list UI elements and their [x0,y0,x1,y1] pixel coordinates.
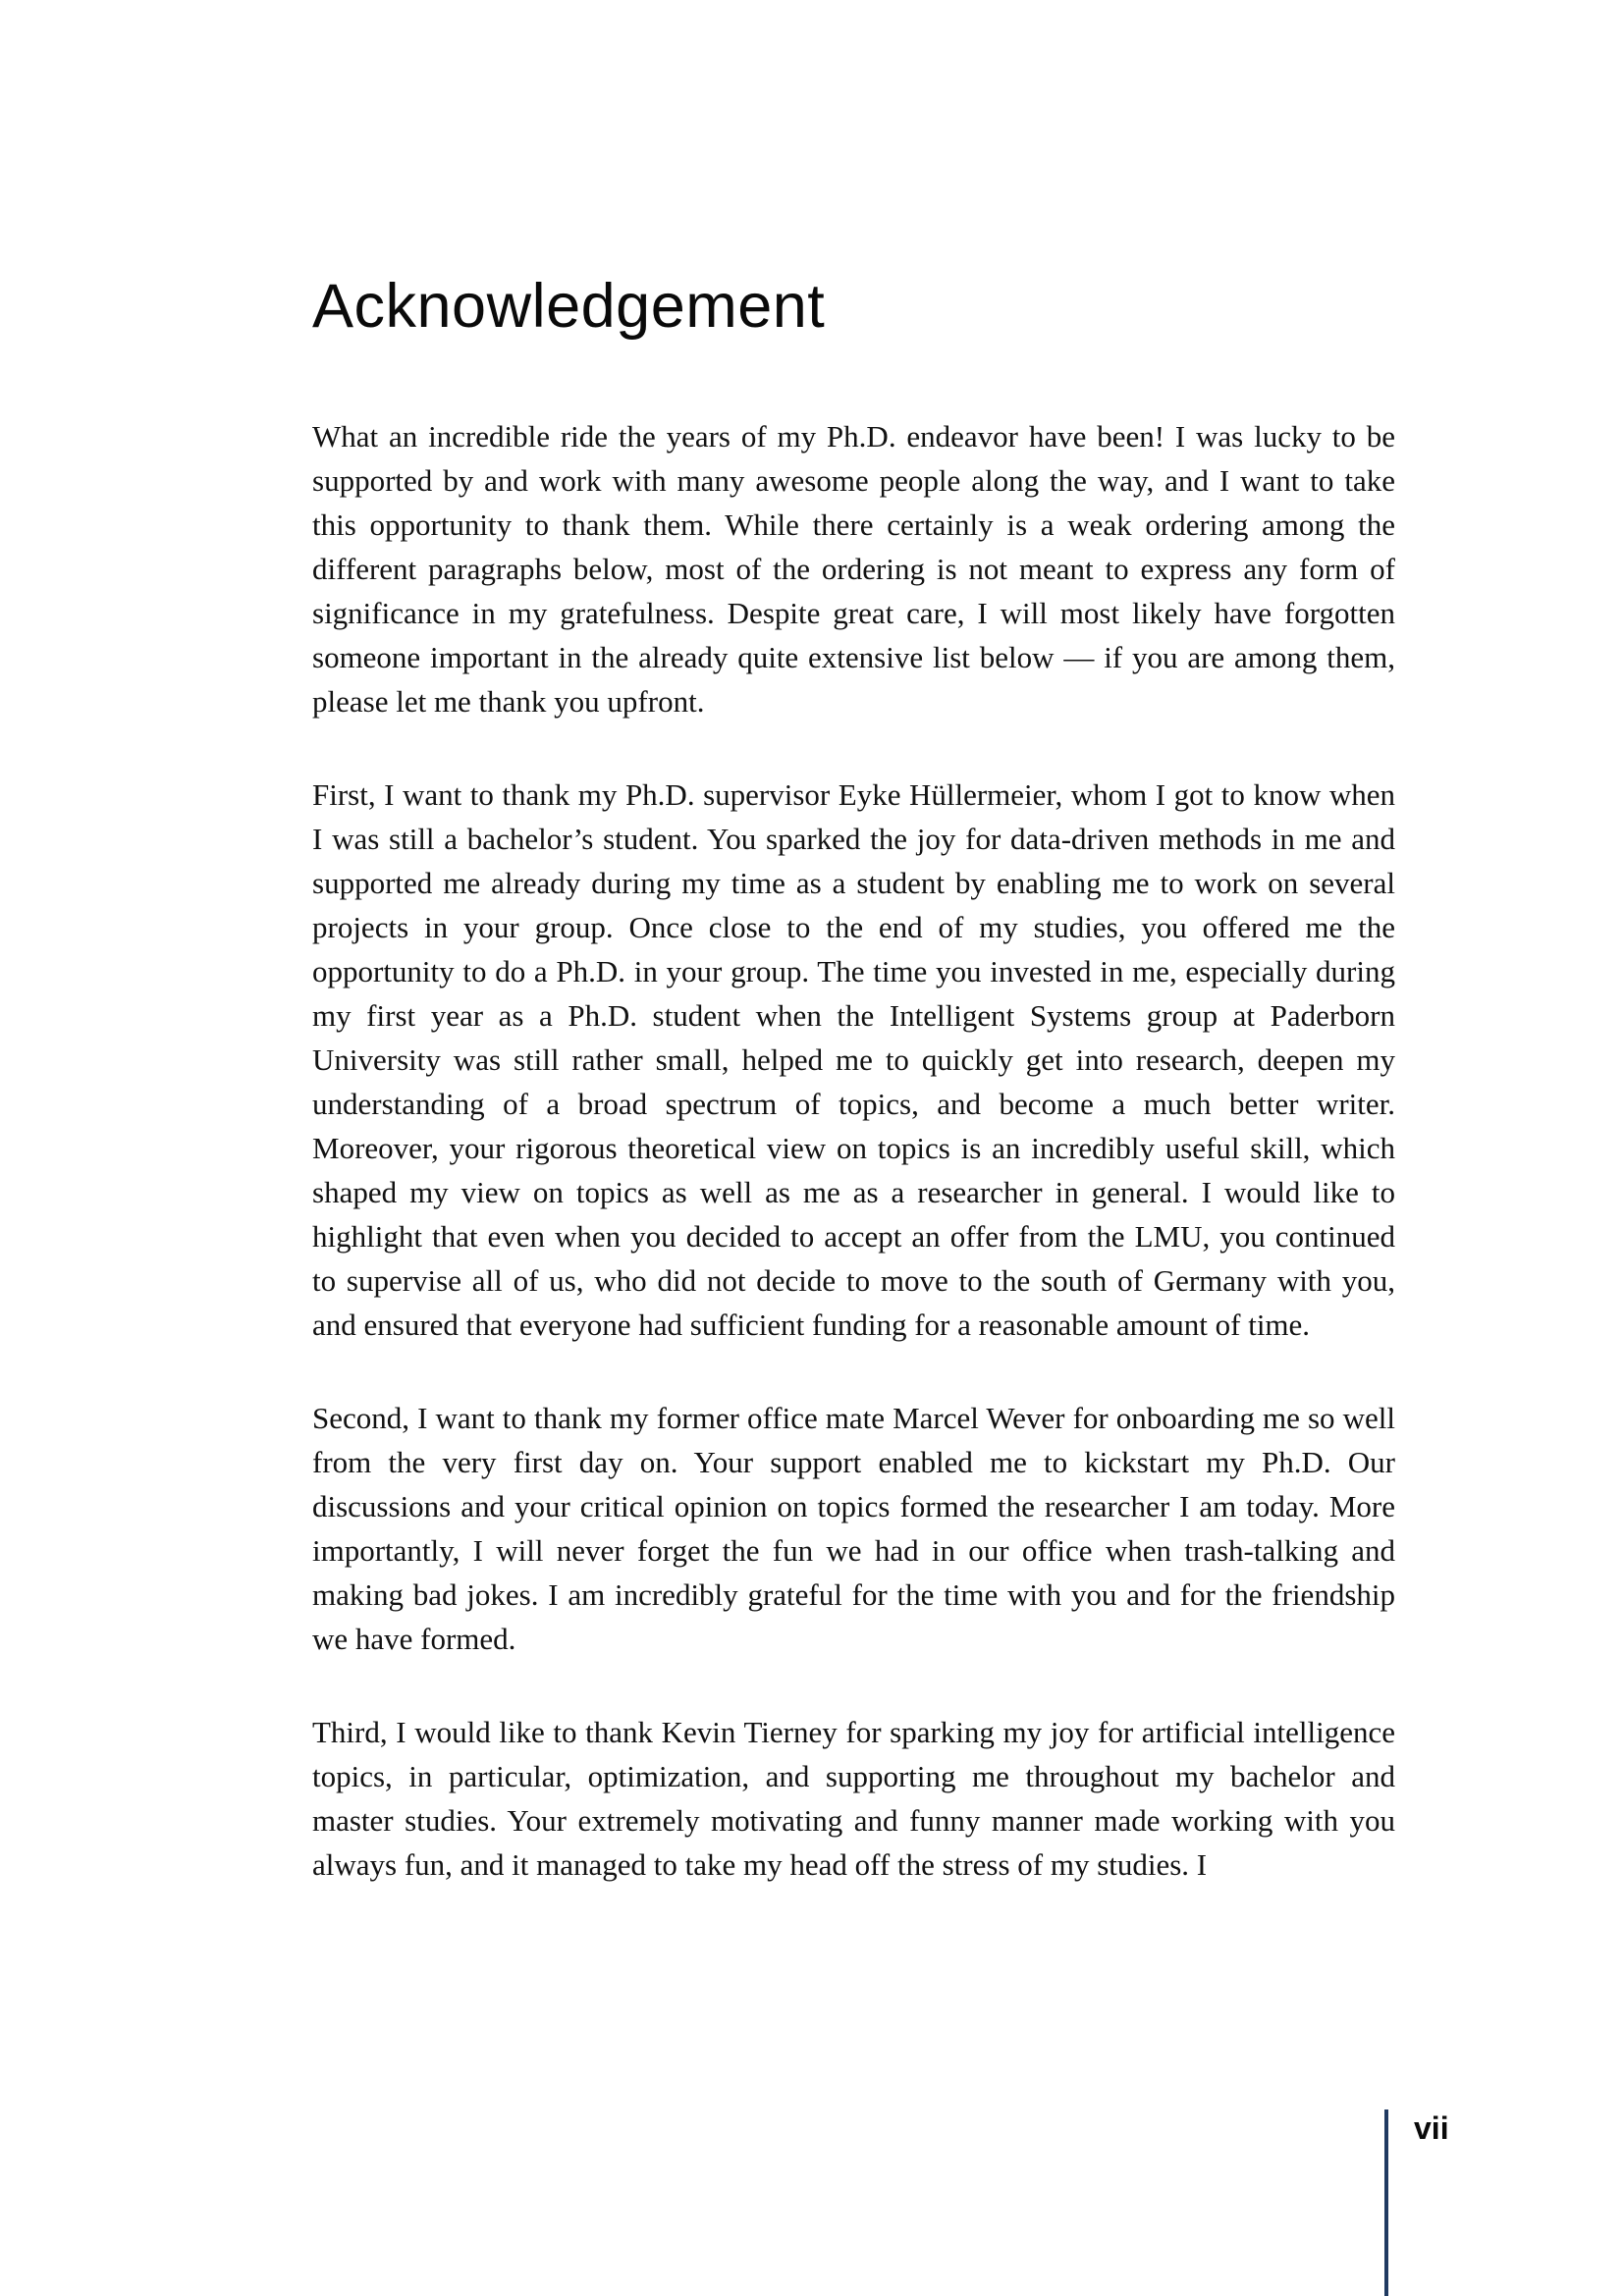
paragraph: Second, I want to thank my former office mate Marcel Wever for onboarding me so well from the very first day on. Your support enabled me to kickstart my Ph.D. Our discussions and your critical opinion on topics formed the researcher I am today. More importantly, I will never forget the fun we had in our office when trash-talking and making bad jokes. I am incredibly grateful for the time with you and for the friendship we have formed. [312,1401,1395,1656]
paragraph: What an incredible ride the years of my Ph.D. endeavor have been! I was lucky to be supported by and work with many awesome people along the way, and I want to take this opportunity to thank them. While there certainly is a weak ordering among the different paragraphs below, most of the ordering is not meant to express any form of significance in my gratefulness. Despite great care, I will most likely have forgotten someone important in the already quite extensive list below — if you are among them, please let me thank you upfront. [312,419,1395,719]
body-text [312,414,1395,1887]
footer-rule [1384,2109,1388,2296]
paragraph: Third, I would like to thank Kevin Tierney for sparking my joy for artificial intelligence topics, in particular, optimization, and supporting me throughout my bachelor and master studies. Your extremely motivating and funny manner made working with you always fun, and it managed to take my head off the stress of my studies. I [312,1715,1395,1882]
chapter-heading: Acknowledgement [312,272,826,341]
paragraph: First, I want to thank my Ph.D. supervisor Eyke Hüllermeier, whom I got to know when I was still a bachelor’s student. You sparked the joy for data-driven methods in me and supported me already during my time as a student by enabling me to work on several projects in your group. Once close to the end of my studies, you offered me the opportunity to do a Ph.D. in your group. The time you invested in me, especially during my first year as a Ph.D. student when the Intelligent Systems group at Paderborn University was still rather small, helped me to quickly get into research, deepen my understanding of a broad spectrum of topics, and become a much better writer. Moreover, your rigorous theoretical view on topics is an incredibly useful skill, which shaped my view on topics as well as me as a researcher in general. I would like to highlight that even when you decided to accept an offer from the LMU, you continued to supervise all of us, who did not decide to move to the south of Germany with you, and ensured that everyone had sufficient funding for a reasonable amount of time. [312,777,1395,1342]
page-number: vii [1414,2110,1449,2146]
